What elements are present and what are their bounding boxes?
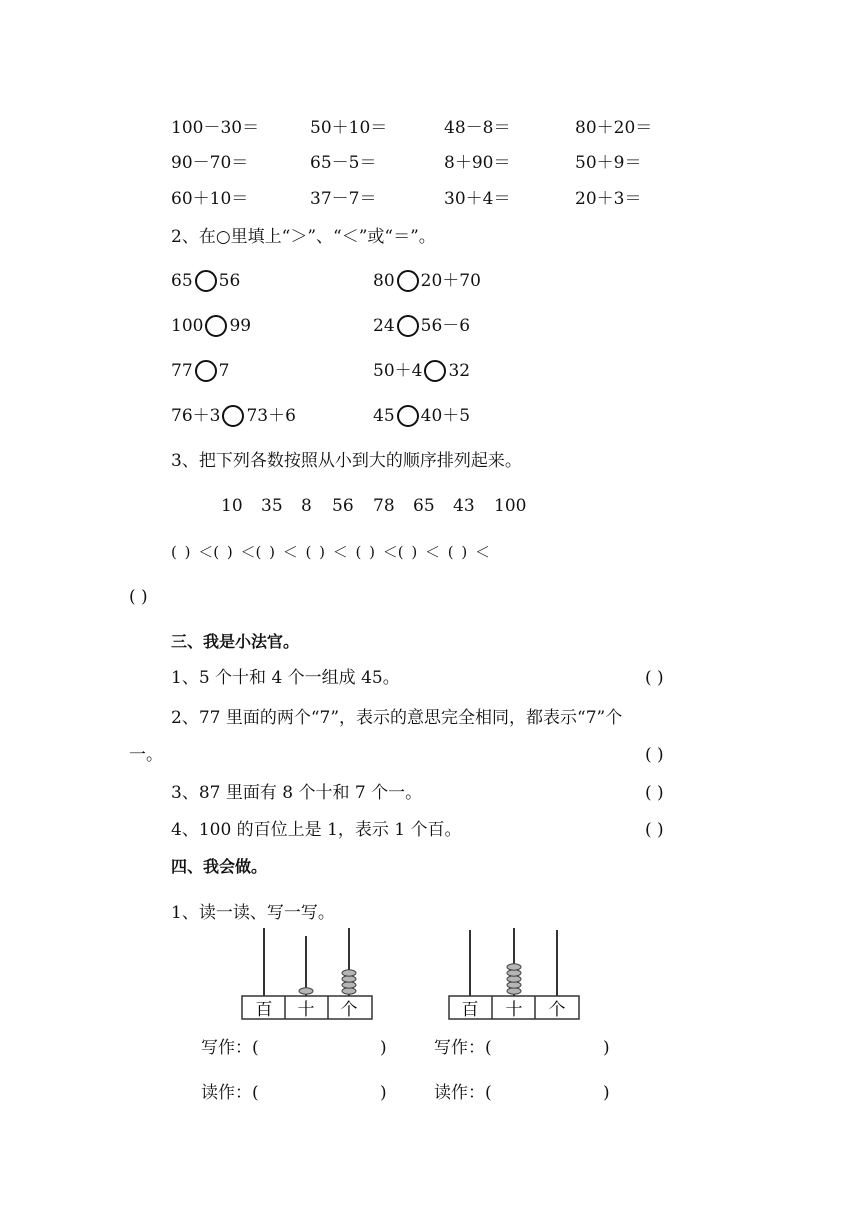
compare-right: 56－6	[420, 316, 471, 336]
compare-item	[373, 315, 470, 338]
compare-left: 77	[171, 361, 193, 381]
judge-answer[interactable]: ( )	[645, 668, 664, 688]
question-4-1-title: 1、读一读、写一写。	[171, 903, 335, 923]
number-item: 78	[373, 496, 395, 516]
compare-item	[171, 270, 240, 293]
judge-answer[interactable]: ( )	[645, 783, 664, 803]
calc-item: 50＋10＝	[310, 118, 388, 138]
abacus-bead	[342, 976, 356, 982]
compare-left: 65	[171, 271, 193, 291]
compare-right: 99	[229, 316, 252, 336]
compare-item	[373, 270, 481, 293]
write-close[interactable]: )	[380, 1038, 387, 1058]
abacus-bead	[342, 982, 356, 988]
number-item: 56	[332, 496, 354, 516]
section-4-heading: 四、我会做。	[171, 857, 268, 876]
abacus-2	[443, 928, 588, 1023]
write-label: 写作：(	[434, 1038, 492, 1058]
write-close[interactable]: )	[603, 1038, 610, 1058]
abacus-label-hundreds: 百	[255, 1000, 273, 1020]
read-close[interactable]: )	[603, 1083, 610, 1103]
read-close[interactable]: )	[380, 1083, 387, 1103]
calc-item: 37－7＝	[310, 189, 377, 209]
compare-left: 45	[373, 406, 395, 426]
calc-item: 48－8＝	[444, 118, 511, 138]
abacus-bead	[507, 964, 521, 970]
number-item: 100	[494, 496, 527, 516]
compare-item	[171, 405, 296, 428]
abacus-beads	[507, 964, 521, 994]
compare-circle[interactable]	[397, 315, 419, 337]
abacus-label-tens: 十	[505, 1000, 523, 1020]
compare-left: 50＋4	[373, 361, 423, 381]
abacus-label-ones: 个	[548, 1000, 566, 1020]
compare-left: 24	[373, 316, 395, 336]
compare-circle[interactable]	[397, 405, 419, 427]
judge-item: 2、77 里面的两个“7”，表示的意思完全相同，都表示“7”个	[171, 708, 623, 728]
calc-item: 8＋90＝	[444, 153, 511, 173]
abacus-rods	[264, 928, 349, 996]
number-item: 10	[221, 496, 243, 516]
judge-item-cont: 一。	[129, 745, 163, 765]
compare-item	[171, 360, 229, 383]
abacus-bead	[507, 976, 521, 982]
compare-right: 73＋6	[246, 406, 296, 426]
compare-item	[373, 360, 470, 383]
calc-item: 65－5＝	[310, 153, 377, 173]
section-3-heading: 三、我是小法官。	[171, 632, 300, 651]
abacus-bead	[507, 982, 521, 988]
read-label: 读作：(	[434, 1083, 492, 1103]
compare-right: 32	[448, 361, 471, 381]
order-line[interactable]: ( ) ＜( ) ＜( ) ＜ ( ) ＜ ( ) ＜( ) ＜ ( ) ＜	[171, 543, 490, 561]
abacus-label-ones: 个	[340, 1000, 358, 1020]
number-item: 8	[301, 496, 312, 516]
calc-item: 60＋10＝	[171, 189, 249, 209]
judge-answer[interactable]: ( )	[645, 745, 664, 765]
compare-circle[interactable]	[205, 315, 227, 337]
calc-item: 90－70＝	[171, 153, 249, 173]
abacus-1	[235, 928, 380, 1023]
abacus-bead	[507, 970, 521, 976]
compare-left: 76＋3	[171, 406, 221, 426]
read-label: 读作：(	[201, 1083, 259, 1103]
compare-circle[interactable]	[397, 270, 419, 292]
calc-item: 100－30＝	[171, 118, 260, 138]
compare-right: 40＋5	[420, 406, 471, 426]
compare-circle[interactable]	[222, 405, 244, 427]
calc-item: 20＋3＝	[575, 189, 642, 209]
calc-item: 80＋20＝	[575, 118, 653, 138]
judge-answer[interactable]: ( )	[645, 820, 664, 840]
abacus-label-tens: 十	[297, 1000, 315, 1020]
order-last[interactable]: ( )	[129, 587, 148, 607]
abacus-bead	[342, 970, 356, 976]
compare-right: 56	[218, 271, 241, 291]
question-2-title: 2、在○里填上“＞”、“＜”或“＝”。	[171, 227, 436, 247]
number-item: 43	[453, 496, 475, 516]
calc-item: 30＋4＝	[444, 189, 511, 209]
number-item: 35	[261, 496, 283, 516]
compare-left: 100	[171, 316, 204, 336]
number-item: 65	[413, 496, 435, 516]
abacus-bead	[299, 988, 313, 994]
compare-right: 7	[218, 361, 230, 381]
compare-left: 80	[373, 271, 395, 291]
write-label: 写作：(	[201, 1038, 259, 1058]
compare-circle[interactable]	[195, 360, 217, 382]
abacus-beads	[299, 970, 356, 994]
compare-item	[373, 405, 470, 428]
compare-right: 20＋70	[420, 271, 481, 291]
question-3-title: 3、把下列各数按照从小到大的顺序排列起来。	[171, 451, 522, 471]
judge-item: 3、87 里面有 8 个十和 7 个一。	[171, 783, 423, 803]
compare-circle[interactable]	[195, 270, 217, 292]
judge-item: 1、5 个十和 4 个一组成 45。	[171, 668, 400, 688]
abacus-bead	[507, 988, 521, 994]
abacus-label-hundreds: 百	[461, 1000, 479, 1020]
calc-item: 50＋9＝	[575, 153, 642, 173]
compare-item	[171, 315, 251, 338]
judge-item: 4、100 的百位上是 1，表示 1 个百。	[171, 820, 462, 840]
abacus-bead	[342, 988, 356, 994]
compare-circle[interactable]	[424, 360, 446, 382]
